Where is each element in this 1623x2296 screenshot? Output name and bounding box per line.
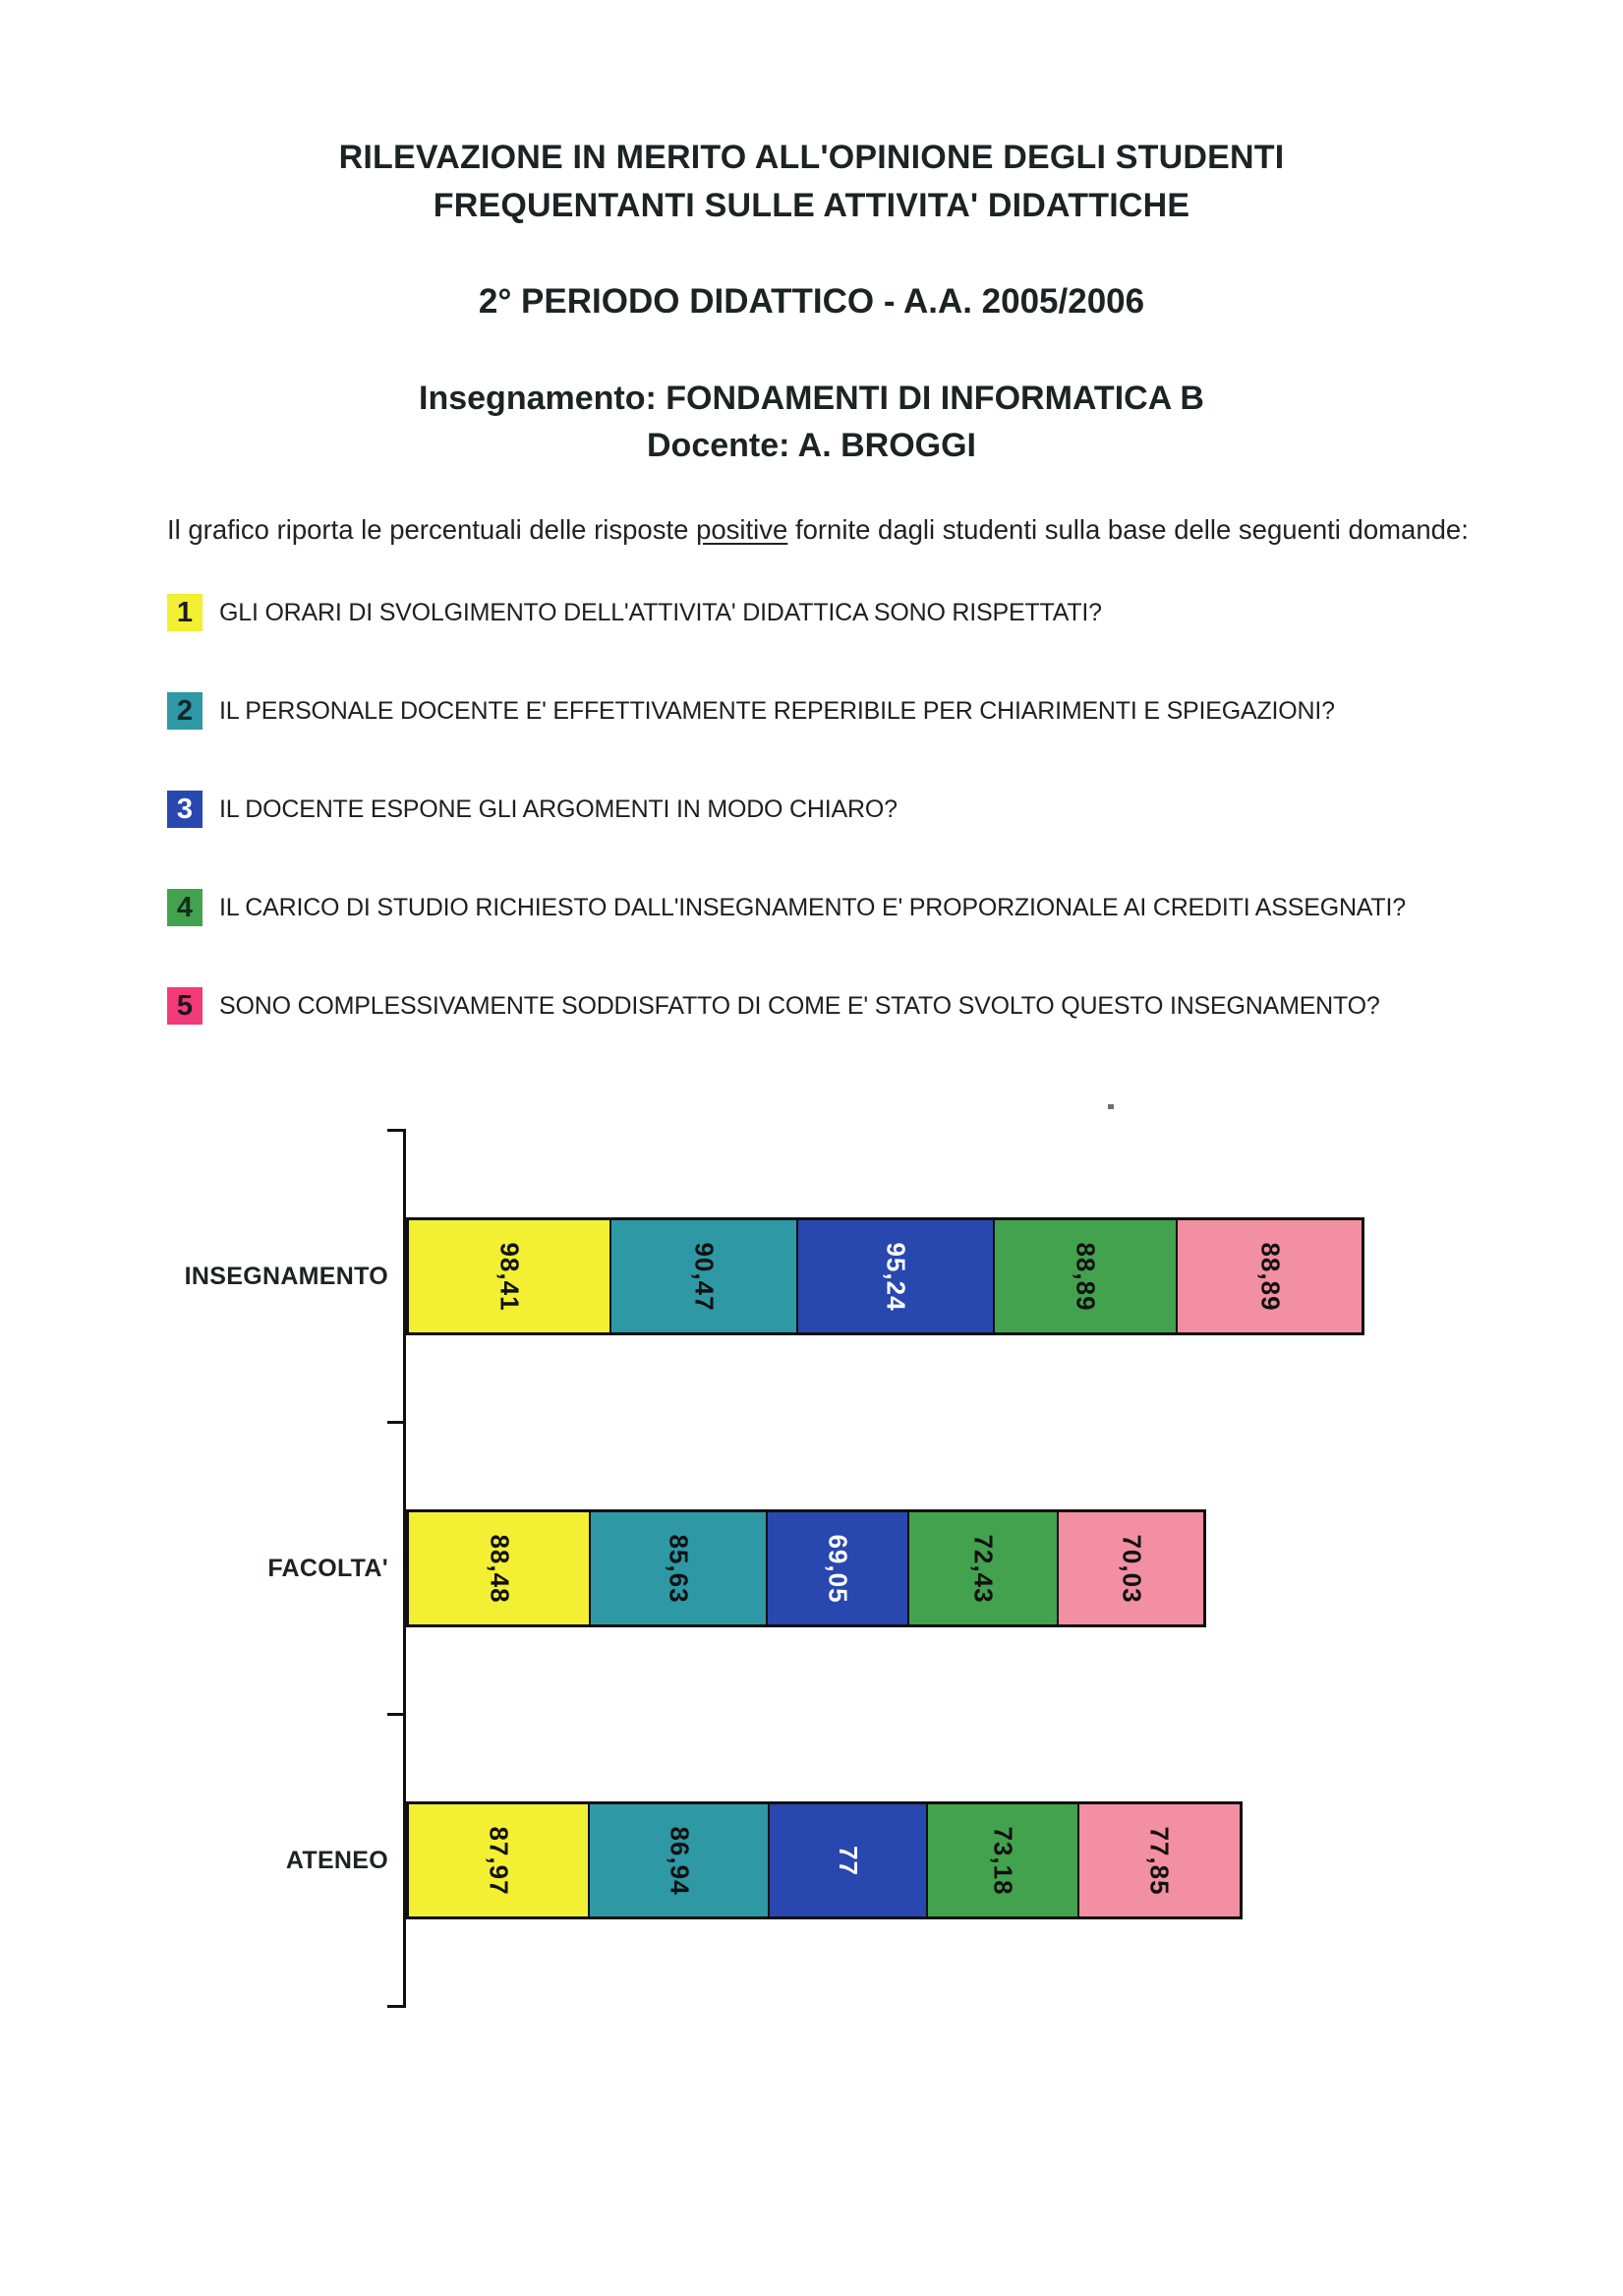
axis-tick <box>387 2005 406 2008</box>
bar-value-label: 73,18 <box>988 1825 1018 1896</box>
axis-tick <box>387 1713 406 1716</box>
stacked-bar <box>406 1217 1364 1335</box>
bar-value-label: 85,63 <box>664 1533 694 1604</box>
teacher-heading: Docente: A. BROGGI <box>647 426 976 464</box>
axis-tick <box>387 1129 406 1132</box>
bar-value-label: 95,24 <box>881 1241 911 1312</box>
question-row <box>167 791 1564 828</box>
bar-value-label: 88,89 <box>1255 1241 1286 1312</box>
bar-segment <box>611 1220 798 1332</box>
bar-segment <box>409 1804 590 1916</box>
question-number-badge: 1 <box>167 594 203 631</box>
course-heading: Insegnamento: FONDAMENTI DI INFORMATICA B <box>419 379 1204 417</box>
page-title-line2: FREQUENTANTI SULLE ATTIVITA' DIDATTICHE <box>433 187 1190 225</box>
question-number-badge: 2 <box>167 692 203 730</box>
question-number-badge: 3 <box>167 791 203 828</box>
axis-tick <box>387 1421 406 1424</box>
bar-segment <box>770 1804 928 1916</box>
stacked-bar <box>406 1509 1206 1627</box>
bar-segment <box>409 1220 611 1332</box>
bar-segment <box>1079 1804 1240 1916</box>
bar-value-label: 90,47 <box>689 1241 720 1312</box>
bar-segment <box>928 1804 1078 1916</box>
bar-value-label: 88,89 <box>1071 1241 1101 1312</box>
question-row <box>167 692 1564 730</box>
bar-value-label: 87,97 <box>484 1825 514 1896</box>
question-row <box>167 987 1564 1025</box>
intro-text-after: fornite dagli studenti sulla base delle seguenti domande: <box>787 514 1469 546</box>
bar-segment <box>409 1512 591 1624</box>
question-row <box>167 594 1564 631</box>
category-label: INSEGNAMENTO <box>184 1262 388 1290</box>
question-text: IL DOCENTE ESPONE GLI ARGOMENTI IN MODO CHIARO? <box>219 795 898 823</box>
course-block <box>0 375 1623 470</box>
bar-value-label: 77 <box>834 1845 864 1876</box>
stacked-bar <box>406 1801 1243 1919</box>
bar-value-label: 86,94 <box>665 1825 695 1896</box>
page-title <box>0 0 1623 231</box>
category-label: ATENEO <box>285 1846 388 1874</box>
bar-segment <box>590 1804 769 1916</box>
bar-segment <box>909 1512 1059 1624</box>
bar-value-label: 98,41 <box>494 1241 525 1312</box>
category-label: FACOLTA' <box>267 1554 388 1582</box>
question-text: IL PERSONALE DOCENTE E' EFFETTIVAMENTE REPERIBILE PER CHIARIMENTI E SPIEGAZIONI? <box>219 696 1335 725</box>
question-row <box>167 889 1564 926</box>
bar-value-label: 72,43 <box>968 1533 999 1604</box>
intro-text-before: Il grafico riporta le percentuali delle risposte <box>167 514 697 546</box>
bar-segment <box>768 1512 910 1624</box>
bar-value-label: 70,03 <box>1117 1533 1147 1604</box>
question-text: GLI ORARI DI SVOLGIMENTO DELL'ATTIVITA' DIDATTICA SONO RISPETTATI? <box>219 598 1102 626</box>
bar-value-label: 77,85 <box>1144 1825 1175 1896</box>
intro-underlined-word: positive <box>696 514 788 546</box>
bar-segment <box>1059 1512 1203 1624</box>
question-text: SONO COMPLESSIVAMENTE SODDISFATTO DI COME E' STATO SVOLTO QUESTO INSEGNAMENTO? <box>219 991 1380 1020</box>
question-number-badge: 5 <box>167 987 203 1025</box>
bar-segment <box>995 1220 1178 1332</box>
question-number-badge: 4 <box>167 889 203 926</box>
bar-value-label: 88,48 <box>485 1533 515 1604</box>
question-text: IL CARICO DI STUDIO RICHIESTO DALL'INSEGNAMENTO E' PROPORZIONALE AI CREDITI ASSEGNATI? <box>219 893 1406 921</box>
intro-paragraph <box>167 510 1476 549</box>
questions-list <box>167 594 1564 1025</box>
page-title-line1: RILEVAZIONE IN MERITO ALL'OPINIONE DEGLI STUDENTI <box>338 139 1285 176</box>
bar-segment <box>591 1512 767 1624</box>
bar-segment <box>1178 1220 1361 1332</box>
bar-segment <box>798 1220 995 1332</box>
chart <box>0 1109 1623 2043</box>
bar-value-label: 69,05 <box>823 1533 853 1604</box>
period-heading: 2° PERIODO DIDATTICO - A.A. 2005/2006 <box>478 281 1145 321</box>
